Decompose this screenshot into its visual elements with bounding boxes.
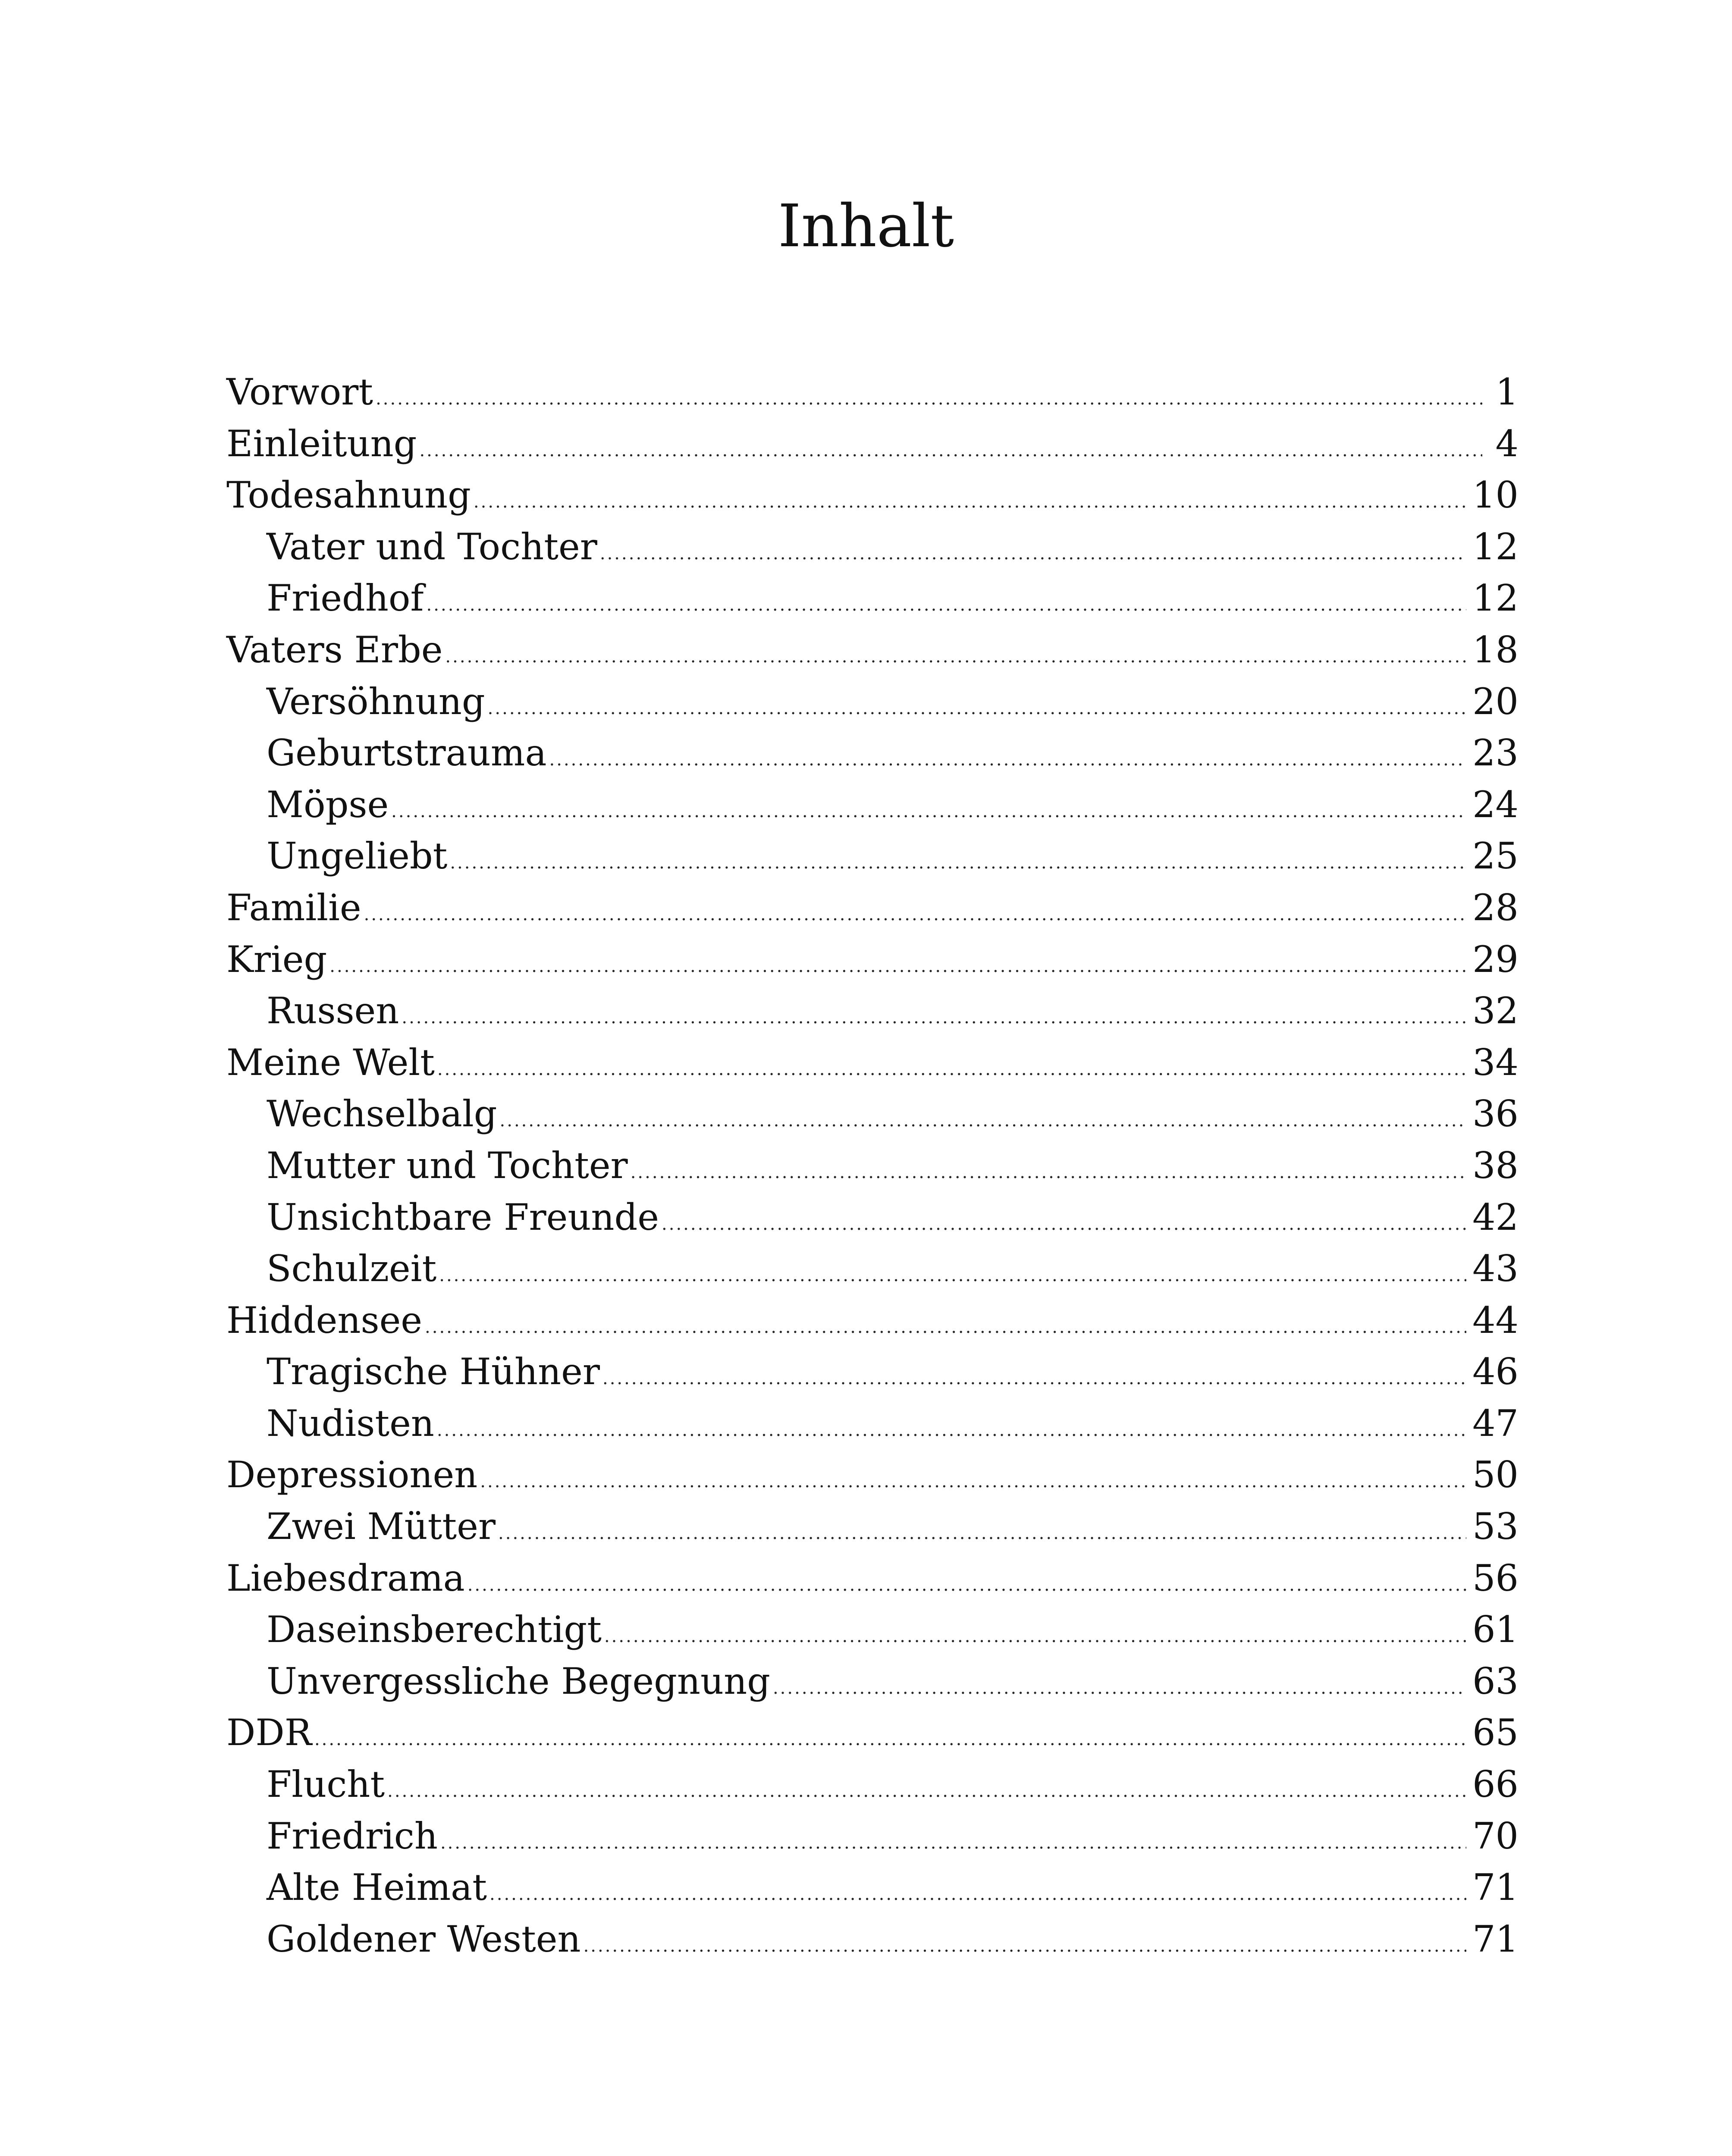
dot-leader bbox=[488, 683, 1466, 735]
dot-leader bbox=[437, 1405, 1466, 1457]
dot-leader bbox=[584, 1921, 1467, 1972]
toc-entry-label: Nudisten bbox=[267, 1402, 434, 1445]
toc-entry bbox=[226, 1192, 1519, 1244]
toc-entry bbox=[226, 1501, 1519, 1553]
dot-leader bbox=[480, 1456, 1466, 1508]
toc-entry bbox=[226, 470, 1519, 521]
dot-leader bbox=[376, 373, 1482, 425]
toc-entry bbox=[226, 727, 1519, 779]
dot-leader bbox=[549, 734, 1467, 786]
toc-entry-label: Krieg bbox=[226, 938, 327, 981]
toc-entry-label: Möpse bbox=[267, 783, 389, 826]
toc-entry bbox=[226, 1346, 1519, 1398]
toc-entry-label: Vorwort bbox=[226, 371, 373, 413]
toc-entry-label: Versöhnung bbox=[267, 680, 485, 723]
toc-entry-label: Friedrich bbox=[267, 1814, 438, 1857]
dot-leader bbox=[662, 1199, 1466, 1250]
toc-entry bbox=[226, 1914, 1519, 1965]
toc-entry-label: Hiddensee bbox=[226, 1299, 423, 1341]
toc-entry-page-number: 28 bbox=[1472, 886, 1519, 929]
toc-entry bbox=[226, 1707, 1519, 1759]
toc-entry bbox=[226, 779, 1519, 831]
toc-entry bbox=[226, 1553, 1519, 1604]
dot-leader bbox=[498, 1508, 1466, 1560]
dot-leader bbox=[314, 1714, 1466, 1766]
toc-entry bbox=[226, 521, 1519, 573]
toc-entry-page-number: 23 bbox=[1472, 732, 1519, 774]
toc-entry-label: DDR bbox=[226, 1711, 312, 1754]
dot-leader bbox=[439, 1250, 1466, 1302]
toc-entry-page-number: 36 bbox=[1472, 1093, 1519, 1135]
toc-entry-label: Goldener Westen bbox=[267, 1918, 581, 1960]
toc-entry-label: Unvergessliche Begegnung bbox=[267, 1660, 770, 1702]
toc-entry-page-number: 12 bbox=[1472, 577, 1519, 620]
toc-entry-label: Tragische Hühner bbox=[267, 1351, 600, 1393]
toc-entry bbox=[226, 1243, 1519, 1295]
toc-entry-label: Alte Heimat bbox=[267, 1866, 487, 1909]
dot-leader bbox=[600, 528, 1466, 580]
toc-entry-page-number: 38 bbox=[1472, 1144, 1519, 1187]
toc-entry-label: Liebesdrama bbox=[226, 1557, 465, 1599]
table-of-contents bbox=[226, 367, 1519, 1965]
toc-entry bbox=[226, 1811, 1519, 1862]
dot-leader bbox=[425, 1302, 1466, 1354]
toc-entry-page-number: 20 bbox=[1472, 680, 1519, 723]
toc-entry-page-number: 61 bbox=[1472, 1608, 1519, 1651]
dot-leader bbox=[500, 1095, 1467, 1147]
toc-entry-label: Vaters Erbe bbox=[226, 628, 443, 671]
dot-leader bbox=[427, 580, 1467, 631]
toc-entry bbox=[226, 1037, 1519, 1089]
toc-entry-page-number: 43 bbox=[1472, 1247, 1519, 1290]
toc-entry-page-number: 42 bbox=[1472, 1196, 1519, 1238]
toc-entry-page-number: 34 bbox=[1472, 1041, 1519, 1084]
toc-entry-page-number: 32 bbox=[1472, 990, 1519, 1032]
toc-entry-page-number: 46 bbox=[1472, 1351, 1519, 1393]
toc-entry-label: Flucht bbox=[267, 1763, 385, 1806]
dot-leader bbox=[631, 1147, 1466, 1199]
toc-entry-label: Unsichtbare Freunde bbox=[267, 1196, 659, 1238]
toc-entry-label: Vater und Tochter bbox=[267, 525, 597, 568]
dot-leader bbox=[387, 1766, 1466, 1818]
toc-entry-page-number: 25 bbox=[1472, 835, 1519, 877]
toc-entry-page-number: 12 bbox=[1472, 525, 1519, 568]
toc-entry-label: Depressionen bbox=[226, 1454, 478, 1496]
dot-leader bbox=[391, 786, 1466, 838]
toc-entry-page-number: 50 bbox=[1472, 1454, 1519, 1496]
toc-entry-page-number: 44 bbox=[1472, 1299, 1519, 1341]
toc-entry bbox=[226, 1449, 1519, 1501]
dot-leader bbox=[489, 1869, 1466, 1921]
toc-entry bbox=[226, 882, 1519, 934]
toc-entry-page-number: 71 bbox=[1472, 1918, 1519, 1960]
toc-entry-page-number: 4 bbox=[1495, 422, 1519, 465]
toc-entry-label: Friedhof bbox=[267, 577, 424, 620]
dot-leader bbox=[402, 992, 1466, 1044]
toc-entry bbox=[226, 830, 1519, 882]
toc-entry-label: Russen bbox=[267, 990, 399, 1032]
toc-entry bbox=[226, 1862, 1519, 1914]
toc-entry bbox=[226, 934, 1519, 986]
toc-entry-page-number: 1 bbox=[1495, 371, 1519, 413]
toc-entry bbox=[226, 1604, 1519, 1656]
toc-entry-label: Familie bbox=[226, 886, 361, 929]
toc-entry-label: Ungeliebt bbox=[267, 835, 448, 877]
toc-entry-label: Zwei Mütter bbox=[267, 1505, 496, 1548]
dot-leader bbox=[364, 889, 1466, 941]
dot-leader bbox=[474, 476, 1466, 528]
toc-entry-page-number: 18 bbox=[1472, 628, 1519, 671]
toc-entry-label: Mutter und Tochter bbox=[267, 1144, 628, 1187]
toc-entry-label: Schulzeit bbox=[267, 1247, 437, 1290]
toc-entry-page-number: 65 bbox=[1472, 1711, 1519, 1754]
toc-entry bbox=[226, 676, 1519, 728]
dot-leader bbox=[773, 1663, 1466, 1714]
toc-entry bbox=[226, 1140, 1519, 1192]
toc-entry bbox=[226, 1088, 1519, 1140]
dot-leader bbox=[329, 941, 1466, 993]
dot-leader bbox=[450, 837, 1466, 889]
toc-entry bbox=[226, 1759, 1519, 1811]
toc-entry bbox=[226, 1656, 1519, 1708]
toc-entry-page-number: 53 bbox=[1472, 1505, 1519, 1548]
dot-leader bbox=[604, 1611, 1466, 1663]
toc-entry bbox=[226, 1398, 1519, 1450]
dot-leader bbox=[437, 1044, 1466, 1096]
toc-entry bbox=[226, 573, 1519, 624]
toc-entry-label: Todesahnung bbox=[226, 474, 471, 517]
toc-entry-label: Einleitung bbox=[226, 422, 417, 465]
toc-entry bbox=[226, 1295, 1519, 1347]
toc-entry-page-number: 24 bbox=[1472, 783, 1519, 826]
toc-entry-label: Meine Welt bbox=[226, 1041, 435, 1084]
dot-leader bbox=[419, 425, 1482, 477]
toc-entry bbox=[226, 624, 1519, 676]
toc-entry bbox=[226, 418, 1519, 470]
dot-leader bbox=[445, 631, 1466, 683]
page-title: Inhalt bbox=[778, 192, 954, 260]
toc-entry-page-number: 71 bbox=[1472, 1866, 1519, 1909]
dot-leader bbox=[468, 1560, 1466, 1611]
toc-entry-label: Daseinsberechtigt bbox=[267, 1608, 602, 1651]
toc-entry-page-number: 70 bbox=[1472, 1814, 1519, 1857]
toc-entry-label: Geburtstrauma bbox=[267, 732, 547, 774]
toc-entry-page-number: 10 bbox=[1472, 474, 1519, 517]
toc-entry bbox=[226, 985, 1519, 1037]
dot-leader bbox=[440, 1818, 1466, 1869]
toc-entry bbox=[226, 367, 1519, 418]
toc-entry-page-number: 47 bbox=[1472, 1402, 1519, 1445]
toc-entry-page-number: 29 bbox=[1472, 938, 1519, 981]
toc-entry-page-number: 56 bbox=[1472, 1557, 1519, 1599]
toc-entry-page-number: 63 bbox=[1472, 1660, 1519, 1702]
toc-entry-label: Wechselbalg bbox=[267, 1093, 497, 1135]
dot-leader bbox=[602, 1353, 1466, 1405]
toc-entry-page-number: 66 bbox=[1472, 1763, 1519, 1806]
